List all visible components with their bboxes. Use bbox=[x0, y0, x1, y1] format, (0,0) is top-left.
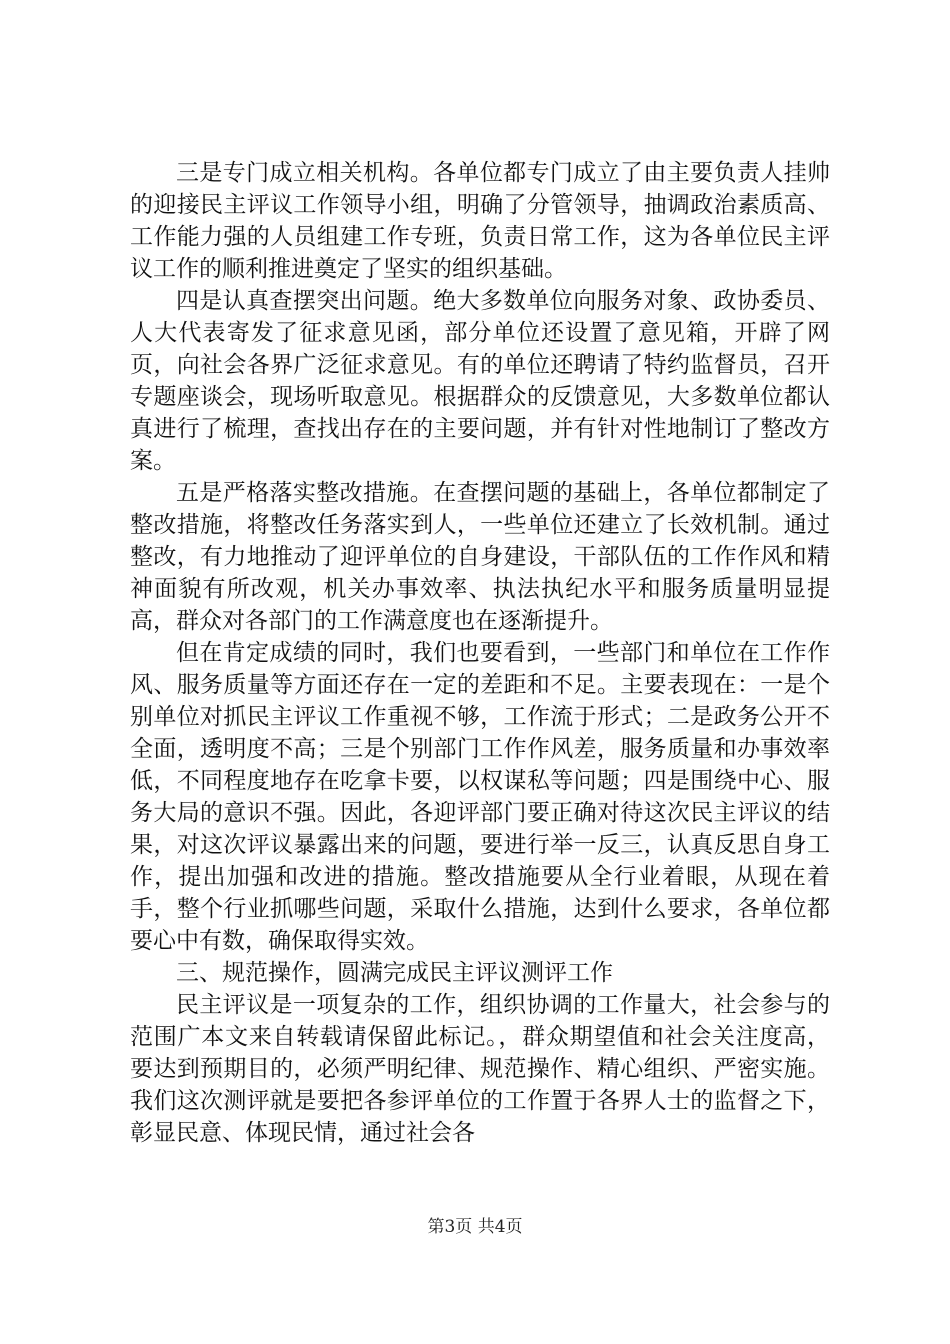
paragraph-institutions: 三是专门成立相关机构。各单位都专门成立了由主要负责人挂帅的迎接民主评议工作领导小组，明确了分管领导，抽调政治素质高、工作能力强的人员组建工作专班，负责日常工作，这为各单位民主评议工作的顺利推进奠定了坚实的组织基础。 bbox=[130, 160, 830, 282]
paragraph-problems: 四是认真查摆突出问题。绝大多数单位向服务对象、政协委员、人大代表寄发了征求意见函，部分单位还设置了意见箱，开辟了网页，向社会各界广泛征求意见。有的单位还聘请了特约监督员，召开专题座谈会，现场听取意见。根据群众的反馈意见，大多数单位都认真进行了梳理，查找出存在的主要问题，并有针对性地制订了整改方案。 bbox=[130, 288, 830, 474]
document-body bbox=[130, 157, 830, 1149]
paragraph-evaluation: 民主评议是一项复杂的工作，组织协调的工作量大，社会参与的范围广本文来自转载请保留此标记。，群众期望值和社会关注度高，要达到预期目的，必须严明纪律、规范操作、精心组织、严密实施。我们这次测评就是要把各参评单位的工作置于各界人士的监督之下，彰显民意、体现民情，通过社会各 bbox=[130, 992, 830, 1146]
section-heading: 三、规范操作，圆满完成民主评议测评工作 bbox=[176, 960, 613, 986]
paragraph-shortcomings: 但在肯定成绩的同时，我们也要看到，一些部门和单位在工作作风、服务质量等方面还存在一定的差距和不足。主要表现在：一是个别单位对抓民主评议工作重视不够，工作流于形式；二是政务公开不全面，透明度不高；三是个别部门工作作风差，服务质量和办事效率低，不同程度地存在吃拿卡要，以权谋私等问题；四是围绕中心、服务大局的意识不强。因此，各迎评部门要正确对待这次民主评议的结果，对这次评议暴露出来的问题，要进行举一反三，认真反思自身工作，提出加强和改进的措施。整改措施要从全行业着眼，从现在着手，整个行业抓哪些问题，采取什么措施，达到什么要求，各单位都要心中有数，确保取得实效。 bbox=[130, 640, 830, 954]
paragraph-rectification: 五是严格落实整改措施。在查摆问题的基础上，各单位都制定了整改措施，将整改任务落实到人，一些单位还建立了长效机制。通过整改，有力地推动了迎评单位的自身建设，干部队伍的工作作风和精神面貌有所改观，机关办事效率、执法执纪水平和服务质量明显提高，群众对各部门的工作满意度也在逐渐提升。 bbox=[130, 480, 830, 634]
page-number-footer: 第3页 共4页 bbox=[427, 1217, 523, 1237]
